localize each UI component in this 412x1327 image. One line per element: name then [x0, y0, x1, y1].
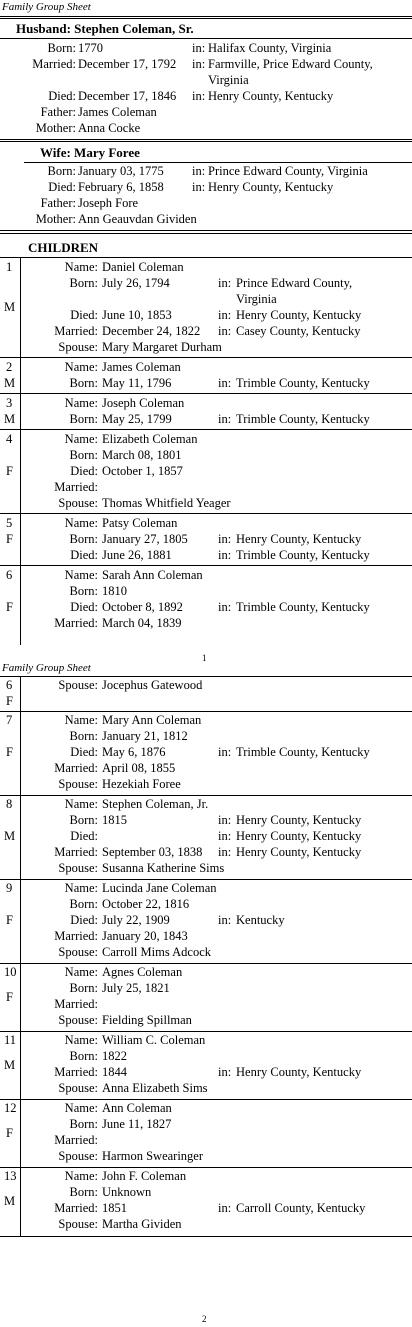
child-sex: M [4, 829, 16, 843]
divider [0, 879, 412, 880]
child-number: 9 [6, 881, 13, 895]
child-number: 7 [6, 713, 13, 727]
in-label: in: [218, 829, 232, 843]
name-label: Name: [64, 713, 98, 727]
child-died: June 26, 1881 [102, 548, 172, 562]
child-born: October 22, 1816 [102, 897, 190, 911]
divider [0, 711, 412, 712]
child-died-place: Trimble County, Kentucky [236, 548, 370, 562]
divider [0, 18, 412, 19]
husband-mother: Anna Cocke [78, 121, 141, 135]
child-name: Joseph Coleman [102, 396, 185, 410]
spouse-label: Spouse: [58, 1081, 98, 1095]
in-label: in: [218, 324, 232, 338]
spouse-label: Spouse: [58, 1217, 98, 1231]
mother-label: Mother: [35, 212, 76, 226]
name-label: Name: [64, 516, 98, 530]
wife-died: February 6, 1858 [78, 180, 164, 194]
married-label: Married: [54, 1133, 98, 1147]
divider [0, 513, 412, 514]
child-married-place: Henry County, Kentucky [236, 845, 362, 859]
child-sex: F [6, 600, 13, 614]
in-label: in: [192, 180, 206, 194]
in-label: in: [218, 813, 232, 827]
child-born-place: Prince Edward County, [236, 276, 353, 290]
child-born-place: Trimble County, Kentucky [236, 376, 370, 390]
child-sex: F [6, 694, 13, 708]
in-label: in: [218, 913, 232, 927]
name-label: Name: [64, 432, 98, 446]
child-born: Unknown [102, 1185, 152, 1199]
child-name: Daniel Coleman [102, 260, 184, 274]
in-label: in: [218, 308, 232, 322]
child-name: James Coleman [102, 360, 181, 374]
husband-father: James Coleman [78, 105, 157, 119]
child-born: May 25, 1799 [102, 412, 172, 426]
died-label: Died: [70, 913, 98, 927]
child-married: 1851 [102, 1201, 127, 1215]
child-name: William C. Coleman [102, 1033, 206, 1047]
child-married: December 24, 1822 [102, 324, 201, 338]
born-label: Born: [69, 1117, 98, 1131]
divider [0, 233, 412, 234]
child-name: Patsy Coleman [102, 516, 178, 530]
born-label: Born: [69, 1049, 98, 1063]
married-label: Married: [32, 57, 76, 71]
child-married-place: Casey County, Kentucky [236, 324, 361, 338]
married-label: Married: [54, 1065, 98, 1079]
child-born: March 08, 1801 [102, 448, 182, 462]
child-name: Stephen Coleman, Jr. [102, 797, 209, 811]
born-label: Born: [47, 164, 76, 178]
married-label: Married: [54, 324, 98, 338]
child-name: Agnes Coleman [102, 965, 183, 979]
divider [0, 676, 412, 677]
married-label: Married: [54, 845, 98, 859]
divider [0, 1236, 412, 1237]
child-born-place: Henry County, Kentucky [236, 813, 362, 827]
child-name: Sarah Ann Coleman [102, 568, 203, 582]
wife-father: Joseph Fore [78, 196, 139, 210]
child-born: January 27, 1805 [102, 532, 188, 546]
wife-born: January 03, 1775 [78, 164, 164, 178]
in-label: in: [218, 845, 232, 859]
child-died: July 22, 1909 [102, 913, 170, 927]
child-sex: F [6, 745, 13, 759]
child-died: May 6, 1876 [102, 745, 166, 759]
spouse-label: Spouse: [58, 945, 98, 959]
husband-died-place: Henry County, Kentucky [208, 89, 334, 103]
divider [0, 565, 412, 566]
name-label: Name: [64, 260, 98, 274]
born-label: Born: [69, 412, 98, 426]
child-name: Ann Coleman [102, 1101, 172, 1115]
in-label: in: [218, 276, 232, 290]
name-label: Name: [64, 965, 98, 979]
child-born: January 21, 1812 [102, 729, 188, 743]
spouse-label: Spouse: [58, 861, 98, 875]
child-spouse: Fielding Spillman [102, 1013, 192, 1027]
child-name: John F. Coleman [102, 1169, 187, 1183]
child-died: October 1, 1857 [102, 464, 183, 478]
child-died-place: Kentucky [236, 913, 285, 927]
child-spouse: Thomas Whitfield Yeager [102, 496, 231, 510]
child-number: 1 [6, 260, 13, 274]
child-born-place: Trimble County, Kentucky [236, 412, 370, 426]
child-number: 11 [4, 1033, 17, 1047]
born-label: Born: [69, 532, 98, 546]
child-number: 4 [6, 432, 13, 446]
wife-born-place: Prince Edward County, Virginia [208, 164, 368, 178]
divider [0, 963, 412, 964]
child-sex: F [6, 913, 13, 927]
child-spouse: Anna Elizabeth Sims [102, 1081, 208, 1095]
born-label: Born: [69, 1185, 98, 1199]
husband-born-place: Halifax County, Virginia [208, 41, 332, 55]
child-sex: F [6, 532, 13, 546]
in-label: in: [218, 1065, 232, 1079]
died-label: Died: [70, 745, 98, 759]
child-died-place: Henry County, Kentucky [236, 829, 362, 843]
child-number: 6 [6, 568, 13, 582]
child-married: January 20, 1843 [102, 929, 188, 943]
child-born-place: Henry County, Kentucky [236, 532, 362, 546]
divider [0, 141, 412, 142]
in-label: in: [192, 57, 206, 71]
husband-married-place-cont: Virginia [208, 73, 249, 87]
married-label: Married: [54, 997, 98, 1011]
died-label: Died: [70, 308, 98, 322]
child-spouse: Mary Margaret Durham [102, 340, 222, 354]
child-number: 10 [4, 965, 17, 979]
father-label: Father: [40, 196, 76, 210]
spouse-label: Spouse: [58, 1013, 98, 1027]
divider [0, 429, 412, 430]
name-label: Name: [64, 1169, 98, 1183]
born-label: Born: [69, 981, 98, 995]
page-header: Family Group Sheet [2, 662, 91, 674]
child-spouse: Harmon Swearinger [102, 1149, 204, 1163]
name-label: Name: [64, 881, 98, 895]
divider [0, 393, 412, 394]
married-label: Married: [54, 1201, 98, 1215]
child-married: March 04, 1839 [102, 616, 182, 630]
mother-label: Mother: [35, 121, 76, 135]
child-spouse: Hezekiah Foree [102, 777, 181, 791]
child-died-place: Trimble County, Kentucky [236, 600, 370, 614]
child-sex: F [6, 990, 13, 1004]
name-label: Name: [64, 1101, 98, 1115]
child-sex: F [6, 464, 13, 478]
child-number: 8 [6, 797, 13, 811]
child-married: September 03, 1838 [102, 845, 203, 859]
child-sex: M [4, 300, 16, 314]
born-label: Born: [69, 813, 98, 827]
child-sex: M [4, 376, 16, 390]
name-label: Name: [64, 360, 98, 374]
child-born: July 25, 1821 [102, 981, 170, 995]
married-label: Married: [54, 929, 98, 943]
married-label: Married: [54, 616, 98, 630]
page-number: 2 [202, 1314, 207, 1324]
child-born: 1822 [102, 1049, 127, 1063]
spouse-label: Spouse: [58, 340, 98, 354]
page-number: 1 [202, 653, 207, 663]
child-sex: M [4, 1194, 16, 1208]
page-header: Family Group Sheet [2, 1, 91, 13]
child-married-place: Carroll County, Kentucky [236, 1201, 366, 1215]
column-divider [20, 676, 21, 1237]
child-sex: M [4, 1058, 16, 1072]
born-label: Born: [69, 897, 98, 911]
child-born: 1815 [102, 813, 127, 827]
in-label: in: [218, 376, 232, 390]
died-label: Died: [48, 180, 76, 194]
wife-died-place: Henry County, Kentucky [208, 180, 334, 194]
child-number: 13 [4, 1169, 17, 1183]
married-label: Married: [54, 480, 98, 494]
wife-mother: Ann Geauvdan Gividen [78, 212, 197, 226]
in-label: in: [192, 89, 206, 103]
born-label: Born: [69, 729, 98, 743]
child-number: 12 [4, 1101, 17, 1115]
divider [0, 357, 412, 358]
children-heading: CHILDREN [28, 240, 99, 255]
child-married-place: Henry County, Kentucky [236, 1065, 362, 1079]
divider [0, 16, 412, 17]
child-died-place: Henry County, Kentucky [236, 308, 362, 322]
divider [0, 257, 412, 258]
born-label: Born: [69, 448, 98, 462]
husband-born: 1770 [78, 41, 103, 55]
child-died-place: Trimble County, Kentucky [236, 745, 370, 759]
died-label: Died: [70, 600, 98, 614]
child-name: Elizabeth Coleman [102, 432, 198, 446]
child-died: June 10, 1853 [102, 308, 172, 322]
in-label: in: [218, 548, 232, 562]
child-name: Lucinda Jane Coleman [102, 881, 217, 895]
divider [0, 795, 412, 796]
child-born: May 11, 1796 [102, 376, 172, 390]
husband-married-place: Farmville, Price Edward County, [208, 57, 373, 71]
died-label: Died: [70, 464, 98, 478]
husband-died: December 17, 1846 [78, 89, 177, 103]
child-spouse: Martha Gividen [102, 1217, 182, 1231]
wife-heading: Wife: Mary Foree [40, 145, 140, 160]
spouse-label: Spouse: [58, 496, 98, 510]
in-label: in: [192, 41, 206, 55]
in-label: in: [218, 745, 232, 759]
husband-married: December 17, 1792 [78, 57, 177, 71]
child-number: 2 [6, 360, 13, 374]
in-label: in: [218, 532, 232, 546]
in-label: in: [218, 1201, 232, 1215]
child-number: 5 [6, 516, 13, 530]
born-label: Born: [47, 41, 76, 55]
name-label: Name: [64, 1033, 98, 1047]
child-sex: F [6, 1126, 13, 1140]
name-label: Name: [64, 797, 98, 811]
husband-heading: Husband: Stephen Coleman, Sr. [16, 21, 194, 36]
divider [0, 1031, 412, 1032]
died-label: Died: [48, 89, 76, 103]
spouse-label: Spouse: [58, 678, 98, 692]
child-spouse: Jocephus Gatewood [102, 678, 203, 692]
spouse-label: Spouse: [58, 777, 98, 791]
in-label: in: [218, 412, 232, 426]
name-label: Name: [64, 568, 98, 582]
child-born: July 26, 1794 [102, 276, 170, 290]
father-label: Father: [40, 105, 76, 119]
column-divider [20, 257, 21, 645]
child-number: 3 [6, 396, 13, 410]
in-label: in: [218, 600, 232, 614]
in-label: in: [192, 164, 206, 178]
child-spouse: Carroll Mims Adcock [102, 945, 212, 959]
divider [24, 162, 412, 163]
child-born-place-cont: Virginia [236, 292, 277, 306]
child-born: 1810 [102, 584, 127, 598]
child-number: 6 [6, 678, 13, 692]
died-label: Died: [70, 829, 98, 843]
divider [0, 1167, 412, 1168]
divider [0, 230, 412, 231]
child-spouse: Susanna Katherine Sims [102, 861, 225, 875]
name-label: Name: [64, 396, 98, 410]
born-label: Born: [69, 276, 98, 290]
child-name: Mary Ann Coleman [102, 713, 202, 727]
child-died: October 8, 1892 [102, 600, 183, 614]
divider [0, 1099, 412, 1100]
child-married: 1844 [102, 1065, 127, 1079]
died-label: Died: [70, 548, 98, 562]
born-label: Born: [69, 584, 98, 598]
born-label: Born: [69, 376, 98, 390]
divider [0, 38, 412, 39]
married-label: Married: [54, 761, 98, 775]
child-sex: M [4, 412, 16, 426]
spouse-label: Spouse: [58, 1149, 98, 1163]
divider [0, 139, 412, 140]
child-married: April 08, 1855 [102, 761, 176, 775]
child-born: June 11, 1827 [102, 1117, 172, 1131]
